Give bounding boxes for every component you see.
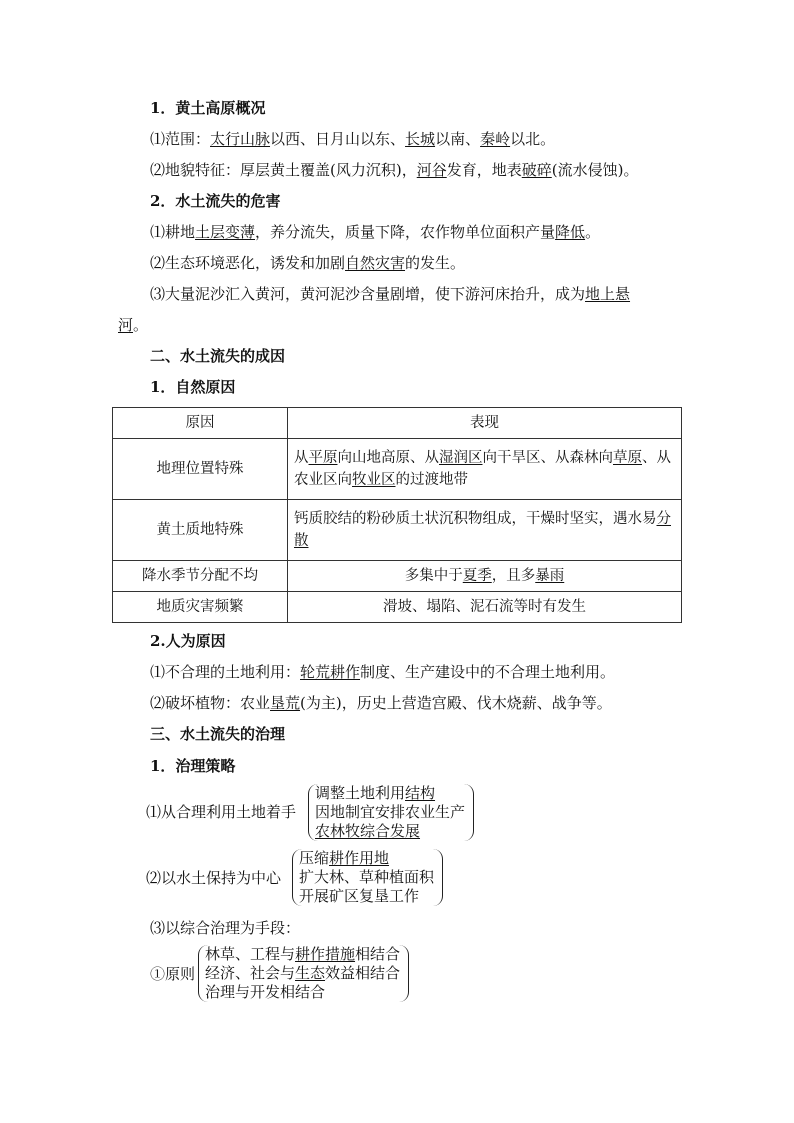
brace-item	[205, 964, 400, 983]
brace-item: 扩大林、草种植面积	[299, 868, 435, 886]
natural-causes-table	[112, 407, 682, 623]
text: 效益相结合	[325, 964, 401, 982]
text: 压缩	[299, 849, 330, 867]
heading-human-causes: 2.人为原因	[150, 632, 226, 650]
text: 以南、	[435, 130, 481, 148]
paragraph-human-1	[150, 662, 615, 682]
underlined-term: 牧业区	[352, 472, 396, 488]
underlined-term: 秦岭	[480, 130, 511, 148]
text: 经济、社会与	[205, 964, 296, 982]
brace-item: 治理与开发相结合	[205, 983, 326, 1001]
paragraph-harm-2	[150, 253, 465, 273]
text: 以西、日月山以东、	[270, 130, 406, 148]
underlined-term: 地上悬	[585, 285, 631, 303]
brace-label-principle: ①原则	[150, 965, 196, 983]
heading-loess-overview: 1．黄土高原概况	[150, 99, 266, 117]
text: 的过渡地带	[395, 472, 468, 488]
underlined-term: 夏季	[462, 568, 492, 584]
table-cell-manifestation	[288, 561, 682, 592]
text: ，养分流失，质量下降，农作物单位面积产量	[255, 223, 556, 241]
text: 多集中于	[404, 568, 463, 584]
text: 钙质胶结的粉砂质土状沉积物组成，干燥时坚实，遇水易	[294, 511, 657, 527]
paragraph-comprehensive: ⑶以综合治理为手段：	[150, 919, 301, 937]
brace-label-land-use: ⑴从合理利用土地着手	[146, 803, 297, 821]
text: 。	[585, 223, 601, 241]
brace-item	[299, 849, 434, 868]
text: ，且多	[491, 568, 536, 584]
brace-group-principle	[198, 945, 409, 1002]
underlined-term: 破碎	[521, 161, 552, 179]
text: 调整土地利用	[315, 784, 406, 802]
heading-erosion-harm: 2．水土流失的危害	[150, 192, 281, 210]
underlined-term: 轮荒耕作	[300, 663, 361, 681]
section-title-treatment: 三、水土流失的治理	[150, 725, 286, 743]
brace-item: 开展矿区复垦工作	[299, 887, 420, 905]
text: 向干旱区、从森林向	[482, 450, 613, 466]
paragraph-range	[150, 129, 555, 149]
underlined-term: 结构	[405, 784, 436, 802]
heading-natural-causes: 1．自然原因	[150, 378, 236, 396]
text: 发育，地表	[446, 161, 522, 179]
brace-item: 因地制宜安排农业生产	[315, 803, 466, 821]
table-cell-cause: 黄土质地特殊	[113, 500, 288, 561]
text: ⑵破坏植物：农业	[150, 694, 271, 712]
table-cell-manifestation	[288, 500, 682, 561]
paragraph-harm-1	[150, 222, 600, 242]
text: 相结合	[355, 945, 401, 963]
text: 从	[294, 450, 309, 466]
text: ⑴范围：	[150, 130, 211, 148]
paragraph-human-2	[150, 693, 612, 713]
underlined-term: 湿润区	[439, 450, 483, 466]
text: 。	[133, 316, 149, 334]
text: 向山地高原、从	[337, 450, 439, 466]
table-row	[113, 500, 682, 561]
underlined-term: 土层变薄	[195, 223, 256, 241]
section-title-causes: 二、水土流失的成因	[150, 347, 286, 365]
table-header-cell: 表现	[288, 408, 682, 439]
underlined-term: 自然灾害	[345, 254, 406, 272]
underlined-term: 长城	[405, 130, 436, 148]
heading-strategy: 1．治理策略	[150, 757, 236, 775]
underlined-term: 耕作措施	[295, 945, 356, 963]
paragraph-harm-3	[150, 284, 630, 304]
text: ⑴不合理的土地利用：	[150, 663, 301, 681]
table-cell-cause: 地理位置特殊	[113, 439, 288, 500]
table-cell-cause: 地质灾害频繁	[113, 592, 288, 623]
table-row	[113, 561, 682, 592]
text: (流水侵蚀)。	[551, 161, 639, 179]
brace-group-land-use	[308, 784, 474, 841]
underlined-term: 降低	[555, 223, 586, 241]
underlined-term: 垦荒	[270, 694, 301, 712]
underlined-term: 生态	[295, 964, 326, 982]
table-row	[113, 592, 682, 623]
text: 的发生。	[405, 254, 466, 272]
underlined-term: 耕作用地	[329, 849, 390, 867]
text: ⑵生态环境恶化，诱发和加剧	[150, 254, 346, 272]
paragraph-harm-3-cont	[118, 315, 148, 335]
text: ⑴耕地	[150, 223, 196, 241]
text: ⑵地貌特征：厚层黄土覆盖(风力沉积)，	[150, 161, 417, 179]
text: 、从农业区向	[294, 450, 671, 488]
table-cell-manifestation: 滑坡、塌陷、泥石流等时有发生	[288, 592, 682, 623]
brace-item	[205, 945, 400, 964]
underlined-term: 草原	[613, 450, 642, 466]
table-header-cell: 原因	[113, 408, 288, 439]
brace-label-soil-conservation: ⑵以水土保持为中心	[146, 869, 282, 887]
text: (为主)，历史上营造宫殿、伐木烧薪、战争等。	[300, 694, 612, 712]
text: 以北。	[510, 130, 556, 148]
table-row	[113, 439, 682, 500]
table-cell-manifestation	[288, 439, 682, 500]
text: ⑶大量泥沙汇入黄河，黄河泥沙含量剧增，使下游河床抬升，成为	[150, 285, 586, 303]
table-header-row	[113, 408, 682, 439]
underlined-term: 暴雨	[535, 568, 565, 584]
text: 林草、工程与	[205, 945, 296, 963]
underlined-term: 太行山脉	[210, 130, 271, 148]
brace-item	[315, 784, 465, 803]
brace-item: 农林牧综合发展	[315, 822, 421, 840]
underlined-term: 分散	[294, 511, 671, 549]
underlined-term: 河谷	[416, 161, 447, 179]
underlined-term: 河	[118, 316, 134, 334]
table-cell-cause: 降水季节分配不均	[113, 561, 288, 592]
paragraph-landform	[150, 160, 638, 180]
text: 制度、生产建设中的不合理土地利用。	[360, 663, 616, 681]
brace-group-soil-conservation	[292, 849, 443, 906]
underlined-term: 平原	[308, 450, 338, 466]
